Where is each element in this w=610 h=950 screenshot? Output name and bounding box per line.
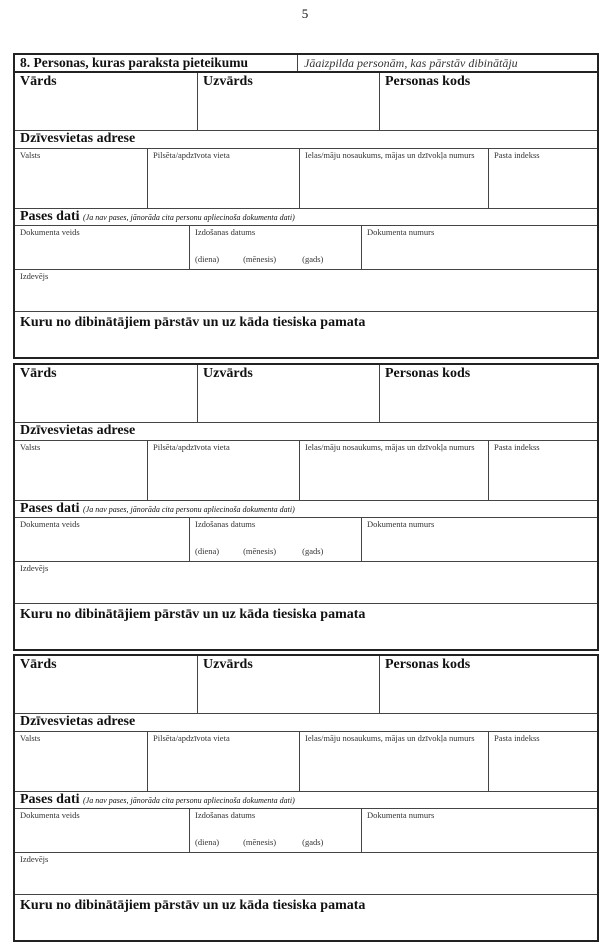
postal-code-field[interactable]: [488, 732, 597, 791]
representation-label: Kuru no dibinātājiem pārstāv un uz kāda tiesiska pamata: [20, 898, 366, 913]
issue-date-label: Izdošanas datums: [195, 810, 256, 820]
address-row: [15, 731, 597, 791]
first-name-label: Vārds: [20, 657, 57, 672]
address-label: Dzīvesvietas adrese: [20, 714, 136, 729]
city-field[interactable]: [147, 441, 299, 500]
section-header: [13, 53, 599, 72]
document-row: [15, 808, 597, 852]
month-label: (mēnesis): [243, 546, 277, 556]
passport-note: (Ja nav pases, jānorāda cita personu apliecinoša dokumenta dati): [83, 213, 295, 222]
document-number-label: Dokumenta numurs: [367, 519, 435, 529]
issuer-field[interactable]: [15, 561, 597, 603]
country-field[interactable]: [15, 149, 147, 208]
city-field[interactable]: [147, 732, 299, 791]
year-label: (gads): [302, 254, 324, 264]
city-label: Pilsēta/apdzīvota vieta: [153, 442, 230, 452]
country-field[interactable]: [15, 732, 147, 791]
name-row: [15, 73, 597, 130]
document-row: [15, 517, 597, 561]
passport-label: Pases dati (Ja nav pases, jānorāda cita personu apliecinoša dokumenta dati): [20, 792, 295, 807]
document-number-label: Dokumenta numurs: [367, 227, 435, 237]
month-label: (mēnesis): [243, 254, 277, 264]
representation-label: Kuru no dibinātājiem pārstāv un uz kāda tiesiska pamata: [20, 607, 366, 622]
issuer-label: Izdevējs: [20, 854, 49, 864]
issue-date-field[interactable]: [189, 809, 361, 852]
street-label: Ielas/māju nosaukums, mājas un dzīvokļa numurs: [305, 442, 475, 452]
document-number-field[interactable]: [361, 809, 597, 852]
address-label: Dzīvesvietas adrese: [20, 423, 136, 438]
day-label: (diena): [195, 546, 220, 556]
document-type-label: Dokumenta veids: [20, 519, 80, 529]
city-field[interactable]: [147, 149, 299, 208]
street-field[interactable]: [299, 732, 488, 791]
country-field[interactable]: [15, 441, 147, 500]
postal-code-label: Pasta indekss: [494, 150, 540, 160]
last-name-field[interactable]: [197, 73, 379, 130]
city-label: Pilsēta/apdzīvota vieta: [153, 733, 230, 743]
document-row: [15, 225, 597, 269]
personal-code-field[interactable]: [379, 365, 597, 422]
last-name-field[interactable]: [197, 656, 379, 713]
representation-field[interactable]: [15, 311, 597, 357]
first-name-label: Vārds: [20, 366, 57, 381]
issuer-label: Izdevējs: [20, 271, 49, 281]
country-label: Valsts: [20, 442, 41, 452]
page-number: 5: [301, 6, 309, 21]
street-field[interactable]: [299, 149, 488, 208]
first-name-label: Vārds: [20, 74, 57, 89]
address-row: [15, 148, 597, 208]
document-type-label: Dokumenta veids: [20, 810, 80, 820]
day-label: (diena): [195, 837, 220, 847]
person-block-3: [13, 654, 599, 942]
first-name-field[interactable]: [15, 73, 197, 130]
section-note: Jāaizpilda personām, kas pārstāv dibinātāju: [304, 56, 518, 70]
year-label: (gads): [302, 546, 324, 556]
person-block-1: [13, 71, 599, 359]
issuer-field[interactable]: [15, 269, 597, 311]
passport-heading: [15, 500, 597, 517]
document-type-label: Dokumenta veids: [20, 227, 80, 237]
personal-code-label: Personas kods: [385, 74, 471, 89]
person-block-2: [13, 363, 599, 651]
representation-label: Kuru no dibinātājiem pārstāv un uz kāda tiesiska pamata: [20, 315, 366, 330]
personal-code-field[interactable]: [379, 73, 597, 130]
name-row: [15, 656, 597, 713]
passport-label: Pases dati (Ja nav pases, jānorāda cita personu apliecinoša dokumenta dati): [20, 501, 295, 516]
last-name-label: Uzvārds: [203, 74, 253, 89]
first-name-field[interactable]: [15, 365, 197, 422]
last-name-label: Uzvārds: [203, 657, 253, 672]
representation-field[interactable]: [15, 894, 597, 940]
first-name-field[interactable]: [15, 656, 197, 713]
street-label: Ielas/māju nosaukums, mājas un dzīvokļa numurs: [305, 150, 475, 160]
passport-note: (Ja nav pases, jānorāda cita personu apliecinoša dokumenta dati): [83, 505, 295, 514]
postal-code-label: Pasta indekss: [494, 442, 540, 452]
issue-date-field[interactable]: [189, 226, 361, 269]
name-row: [15, 365, 597, 422]
address-label: Dzīvesvietas adrese: [20, 131, 136, 146]
year-label: (gads): [302, 837, 324, 847]
personal-code-label: Personas kods: [385, 657, 471, 672]
personal-code-field[interactable]: [379, 656, 597, 713]
document-number-field[interactable]: [361, 226, 597, 269]
postal-code-field[interactable]: [488, 149, 597, 208]
address-heading: [15, 422, 597, 440]
passport-note: (Ja nav pases, jānorāda cita personu apliecinoša dokumenta dati): [83, 796, 295, 805]
postal-code-field[interactable]: [488, 441, 597, 500]
address-heading: [15, 130, 597, 148]
issue-date-label: Izdošanas datums: [195, 227, 256, 237]
document-type-field[interactable]: [15, 518, 189, 561]
postal-code-label: Pasta indekss: [494, 733, 540, 743]
last-name-field[interactable]: [197, 365, 379, 422]
date-parts: [195, 546, 323, 556]
issue-date-label: Izdošanas datums: [195, 519, 256, 529]
issuer-label: Izdevējs: [20, 563, 49, 573]
issue-date-field[interactable]: [189, 518, 361, 561]
country-label: Valsts: [20, 150, 41, 160]
date-parts: [195, 254, 323, 264]
day-label: (diena): [195, 254, 220, 264]
month-label: (mēnesis): [243, 837, 277, 847]
representation-field[interactable]: [15, 603, 597, 649]
street-label: Ielas/māju nosaukums, mājas un dzīvokļa numurs: [305, 733, 475, 743]
address-row: [15, 440, 597, 500]
last-name-label: Uzvārds: [203, 366, 253, 381]
passport-label: Pases dati (Ja nav pases, jānorāda cita personu apliecinoša dokumenta dati): [20, 209, 295, 224]
document-number-label: Dokumenta numurs: [367, 810, 435, 820]
passport-heading: [15, 208, 597, 225]
country-label: Valsts: [20, 733, 41, 743]
date-parts: [195, 837, 323, 847]
section-title: 8. Personas, kuras paraksta pieteikumu: [15, 55, 298, 71]
document-type-field[interactable]: [15, 226, 189, 269]
personal-code-label: Personas kods: [385, 366, 471, 381]
document-number-field[interactable]: [361, 518, 597, 561]
document-type-field[interactable]: [15, 809, 189, 852]
street-field[interactable]: [299, 441, 488, 500]
issuer-field[interactable]: [15, 852, 597, 894]
address-heading: [15, 713, 597, 731]
city-label: Pilsēta/apdzīvota vieta: [153, 150, 230, 160]
passport-heading: [15, 791, 597, 808]
